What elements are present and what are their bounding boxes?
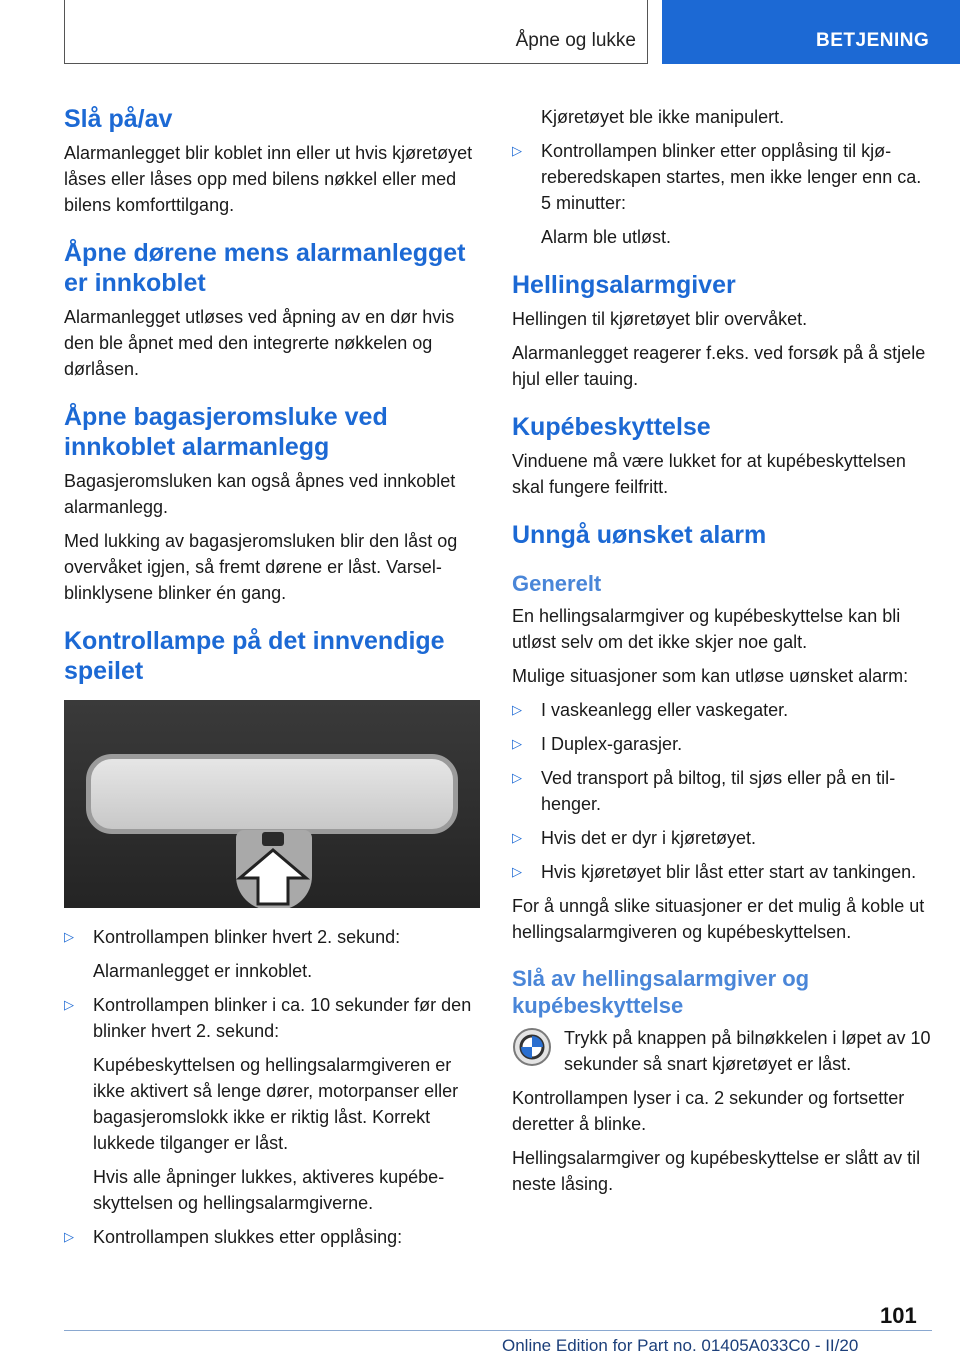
page-number: 101	[880, 1303, 917, 1328]
list-item: ▷ Ved transport på biltog, til sjøs eller på en tilhenger.	[512, 765, 932, 817]
paragraph: Mulige situasjoner som kan utløse uønsket alarm:	[512, 666, 909, 686]
left-column	[64, 104, 484, 1258]
paragraph: Alarmanlegget blir koblet inn eller ut hvis kjøretøyet låses eller låses opp med bilens nøkkel eller med bilens komforttilgang.	[64, 143, 473, 215]
heading-tilt-alarm: Hellingsalarmgiver	[512, 271, 736, 299]
list-item: ▷ Hvis det er dyr i kjøretøyet.	[512, 825, 932, 851]
list-item-detail: Hvis alle åpninger lukkes, aktiveres kupébeskyttelsen og hellingsalarmgiverne.	[93, 1167, 445, 1213]
list-item: ▷ Kontrollampen blinker etter opplåsing til kjøreberedskapen startes, men ikke lenger enn ca. 5 minutter:	[512, 138, 932, 216]
paragraph: Alarmanlegget utløses ved åpning av en dør hvis den ble åpnet med den integrerte nøkkelen og dørlåsen.	[64, 307, 455, 379]
list-item: ▷ Kontrollampen slukkes etter opplåsing:	[64, 1224, 484, 1250]
heading-indicator-lamp: Kontrollampe på det innvendige speilet	[64, 627, 445, 685]
right-column	[512, 104, 932, 1205]
header-section-title: Åpne og lukke	[515, 30, 636, 51]
triangle-right-icon: ▷	[64, 1229, 74, 1244]
list-item-detail: Alarm ble utløst.	[541, 227, 672, 247]
list-item-detail: Kjøretøyet ble ikke manipulert.	[541, 107, 785, 127]
list-item: ▷ Hvis kjøretøyet blir låst etter start av tankingen.	[512, 859, 932, 885]
triangle-right-icon: ▷	[512, 830, 522, 845]
triangle-right-icon: ▷	[512, 702, 522, 717]
key-instruction	[512, 1025, 932, 1077]
paragraph: Hellingen til kjøretøyet blir overvåket.	[512, 309, 808, 329]
heading-avoid-false-alarm: Unngå uønsket alarm	[512, 521, 767, 549]
paragraph: Hellingsalarmgiver og kupébeskyttelse er slått av til neste låsing.	[512, 1148, 921, 1194]
bmw-key-button-icon	[512, 1027, 552, 1067]
key-instruction-text: Trykk på knappen på bilnøkkelen i løpet av 10 sekunder så snart kjøretøyet er låst.	[564, 1028, 931, 1074]
triangle-right-icon: ▷	[64, 997, 74, 1012]
up-arrow-icon	[236, 846, 310, 908]
header-chapter-tab[interactable]: BETJENING	[662, 0, 960, 64]
list-item: ▷ Kontrollampen blinker i ca. 10 sekunder før den blinker hvert 2. sekund:	[64, 992, 484, 1044]
paragraph: For å unngå slike situasjoner er det mulig å koble ut hellingsalarmgiveren og kupébeskyttelsen.	[512, 896, 925, 942]
heading-on-off: Slå på/av	[64, 105, 173, 133]
footer-divider	[64, 1330, 932, 1331]
list-item: ▷ Kontrollampen blinker hvert 2. sekund:	[64, 924, 484, 950]
paragraph: Kontrollampen lyser i ca. 2 sekunder og fortsetter deretter å blinke.	[512, 1088, 905, 1134]
paragraph: En hellingsalarmgiver og kupébeskyttelse kan bli utløst selv om det ikke skjer noe galt.	[512, 606, 901, 652]
subheading-disable-alarms: Slå av hellingsalarmgiver og kupébeskyttelse	[512, 966, 810, 1018]
triangle-right-icon: ▷	[512, 770, 522, 785]
triangle-right-icon: ▷	[64, 929, 74, 944]
heading-open-trunk: Åpne bagasjeromsluke ved innkoblet alarmanlegg	[64, 403, 388, 461]
subheading-general: Generelt	[512, 571, 602, 596]
paragraph: Med lukking av bagasjeromsluken blir den låst og overvåket igjen, så fremt dørene er låst. Varselblinklysene blinker én gang.	[64, 531, 458, 603]
paragraph: Vinduene må være lukket for at kupébeskyttelsen skal fungere feilfritt.	[512, 451, 906, 497]
paragraph: Alarmanlegget reagerer f.eks. ved forsøk på å stjele hjul eller tauing.	[512, 343, 926, 389]
interior-mirror-image	[64, 700, 480, 908]
paragraph: Bagasjeromsluken kan også åpnes ved innkoblet alarmanlegg.	[64, 471, 456, 517]
heading-cabin-protection: Kupébeskyttelse	[512, 413, 711, 441]
triangle-right-icon: ▷	[512, 736, 522, 751]
list-item: ▷ I vaskeanlegg eller vaskegater.	[512, 697, 932, 723]
triangle-right-icon: ▷	[512, 143, 522, 158]
heading-open-doors: Åpne dørene mens alarmanlegget er innkoblet	[64, 239, 466, 297]
triangle-right-icon: ▷	[512, 864, 522, 879]
footer-edition: Online Edition for Part no. 01405A033C0 - II/20	[502, 1336, 859, 1355]
list-item-detail: Kupébeskyttelsen og hellingsalarmgiveren er ikke aktivert så lenge dører, motorpanser eller bagasjeromslokk ikke er riktig låst. Korrekt lukkede tilganger er låst.	[93, 1055, 459, 1153]
indicator-lamp	[262, 832, 284, 846]
list-item: ▷ I Duplex-garasjer.	[512, 731, 932, 757]
mirror-glass	[86, 754, 458, 834]
list-item-detail: Alarmanlegget er innkoblet.	[93, 961, 313, 981]
